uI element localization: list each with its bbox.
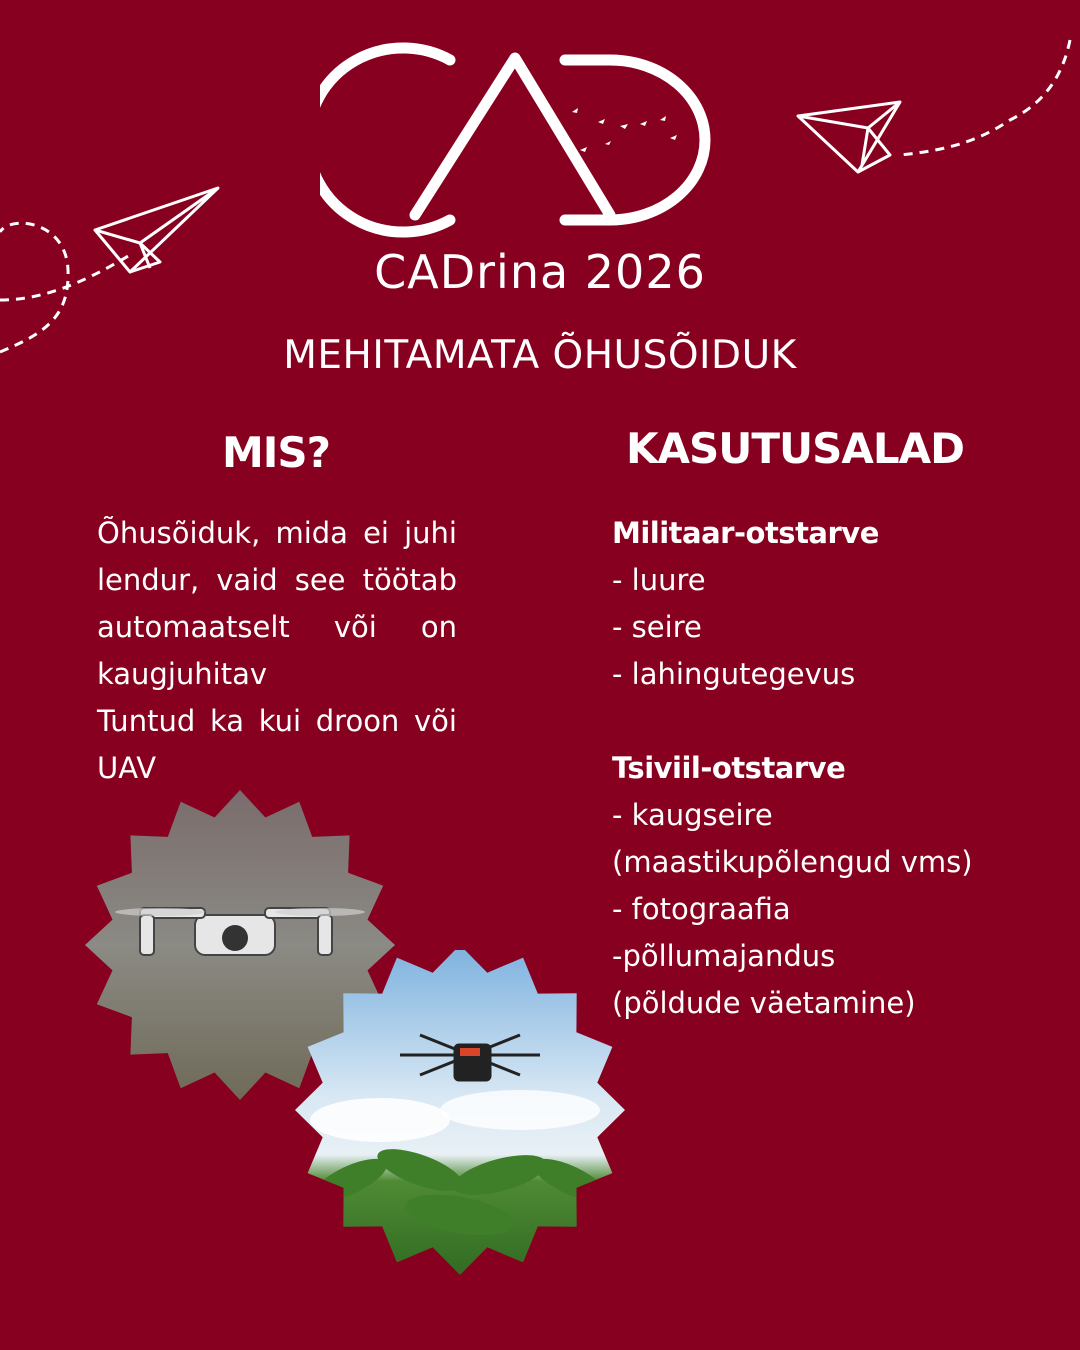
drone-photos [0, 780, 700, 1340]
what-description [97, 510, 457, 792]
right-dashed-trail [900, 40, 1070, 155]
topic-title: MEHITAMATA ÕHUSÕIDUK [283, 333, 797, 378]
list-item: - fotograafia [612, 892, 791, 926]
event-title: CADrina 2026 [374, 245, 706, 299]
list-item: (põldude väetamine) [612, 986, 916, 1020]
list-item: (maastikupõlengud vms) [612, 845, 973, 879]
list-item: - seire [612, 610, 702, 644]
right-paper-plane-icon [798, 102, 900, 172]
list-item: - luure [612, 563, 706, 597]
definition-paragraph: Õhusõiduk, mida ei juhi lendur, vaid see töötab automaatselt või on kaugjuhitav [97, 516, 457, 691]
uses-heading: KASUTUSALAD [626, 424, 965, 473]
cad-logo [320, 40, 740, 240]
list-item: - lahingutegevus [612, 657, 856, 691]
military-title: Militaar-otstarve [612, 516, 879, 550]
what-heading: MIS? [222, 428, 331, 477]
list-item: -põllumajandus [612, 939, 836, 973]
list-item: - kaugseire [612, 798, 773, 832]
civil-title: Tsiviil-otstarve [612, 751, 846, 785]
alias-paragraph: Tuntud ka kui droon või UAV [97, 704, 457, 785]
birds-icon [572, 108, 677, 152]
